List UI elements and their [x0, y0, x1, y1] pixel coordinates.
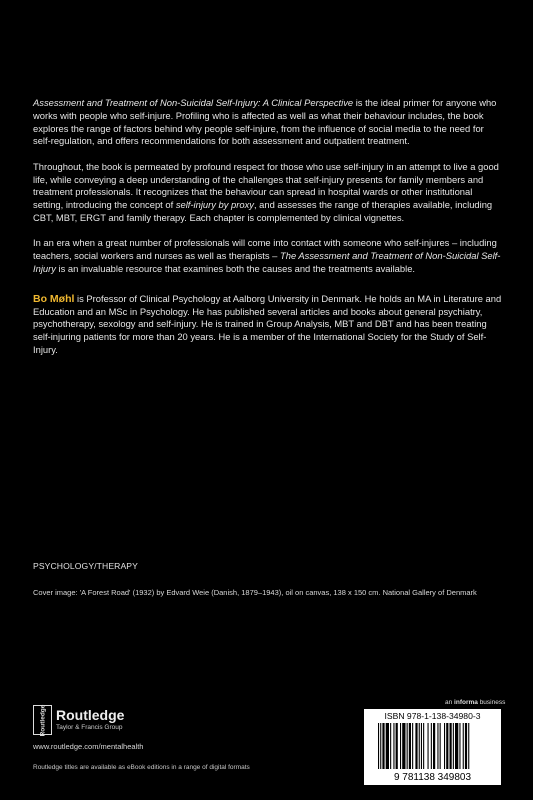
author-bio: Bo Møhl is Professor of Clinical Psychology at Aalborg University in Denmark. He holds an MA in Literature and Education and an MSc in Psychology. He has published several articles and books about general psychiatry, psychotherapy, sexology and self-injury. He is trained in Group Analysis, MBT and DBT and has been treating self-injuring patients for more than 20 years. He is a member of the International Society for the Study of Self-Injury. — [33, 292, 502, 355]
barcode-bar — [465, 723, 467, 769]
publisher-name: Routledge — [56, 707, 125, 723]
barcode-bar — [440, 723, 441, 769]
barcode-bar — [402, 723, 405, 769]
barcode-bar — [407, 723, 408, 769]
barcode-bar — [468, 723, 469, 769]
ebook-note: Routledge titles are available as eBook editions in a range of digital formats — [33, 764, 250, 771]
barcode-bar — [437, 723, 438, 769]
publisher-url[interactable]: www.routledge.com/mentalhealth — [33, 742, 144, 751]
barcode-bar — [459, 723, 460, 769]
informa-business-label: an informa business — [445, 699, 506, 706]
barcode-bar — [421, 723, 422, 769]
description-paragraph-1: Assessment and Treatment of Non-Suicidal Self-Injury: A Clinical Perspective is the ideal primer for anyone who works with people who self-injure. Profiling who is affected as well as what their behaviour includes, the book explores the range of factors behind why people self-injure, from the influence of social media to the need for self-regulation, and offers recommendations for both assessment and outpatient treatment. — [33, 97, 497, 147]
barcode-bar — [390, 723, 391, 769]
barcode-bar — [393, 723, 394, 769]
barcode-bar — [409, 723, 411, 769]
isbn-barcode — [364, 709, 501, 785]
barcode-bar — [419, 723, 420, 769]
description-paragraph-2: Throughout, the book is permeated by profound respect for those who use self-injury in an attempt to live a good life, while conveying a deep understanding of the challenges that self-injury presents for family members and treatment professionals. It recognizes that the behaviour can spread in hospital wards or other institutional setting, introducing the concept of self-injury by proxy, and assesses the range of therapies available, including CBT, MBT, ERGT and family therapy. Each chapter is complemented by clinical vignettes. — [33, 160, 499, 223]
barcode-bar — [428, 723, 429, 769]
barcode-icon — [364, 709, 501, 785]
barcode-bar — [380, 723, 381, 769]
barcode-bar — [382, 723, 384, 769]
barcode-bar — [396, 723, 398, 769]
description-paragraph-3: In an era when a great number of professionals will come into contact with someone who self-injures – including teachers, social workers and nurses as well as therapists – The Assessment and Treatment of Non-Suicidal Self-Injury is an invaluable resource that examines both the causes and the treatments available. — [33, 237, 501, 274]
barcode-bar — [444, 723, 445, 769]
barcode-bar — [431, 723, 432, 769]
barcode-bar — [463, 723, 464, 769]
book-description — [33, 97, 503, 369]
publisher-block — [33, 705, 124, 735]
cover-image-credit: Cover image: 'A Forest Road' (1932) by Edvard Weie (Danish, 1879–1943), oil on canvas, 138 x 150 cm. National Gallery of Denmark — [33, 588, 477, 597]
barcode-bar — [423, 723, 424, 769]
barcode-bar — [450, 723, 452, 769]
isbn-label: ISBN 978-1-138-34980-3 — [384, 711, 481, 721]
publisher-group: Taylor & Francis Group — [56, 724, 123, 731]
barcode-bar — [386, 723, 389, 769]
barcode-bar — [412, 723, 413, 769]
book-title-italic: Assessment and Treatment of Non-Suicidal Self-Injury: A Clinical Perspective — [33, 97, 354, 108]
author-name: Bo Møhl — [33, 292, 75, 305]
barcode-digits: 9 781138 349803 — [393, 772, 472, 783]
barcode-bar — [378, 723, 379, 769]
barcode-bar — [453, 723, 454, 769]
barcode-bar — [433, 723, 435, 769]
barcode-bar — [455, 723, 458, 769]
subject-category: PSYCHOLOGY/THERAPY — [33, 561, 138, 571]
barcode-bar — [415, 723, 417, 769]
routledge-logo-icon: Routledge — [33, 705, 52, 735]
barcode-bar — [446, 723, 448, 769]
barcode-bar — [400, 723, 401, 769]
